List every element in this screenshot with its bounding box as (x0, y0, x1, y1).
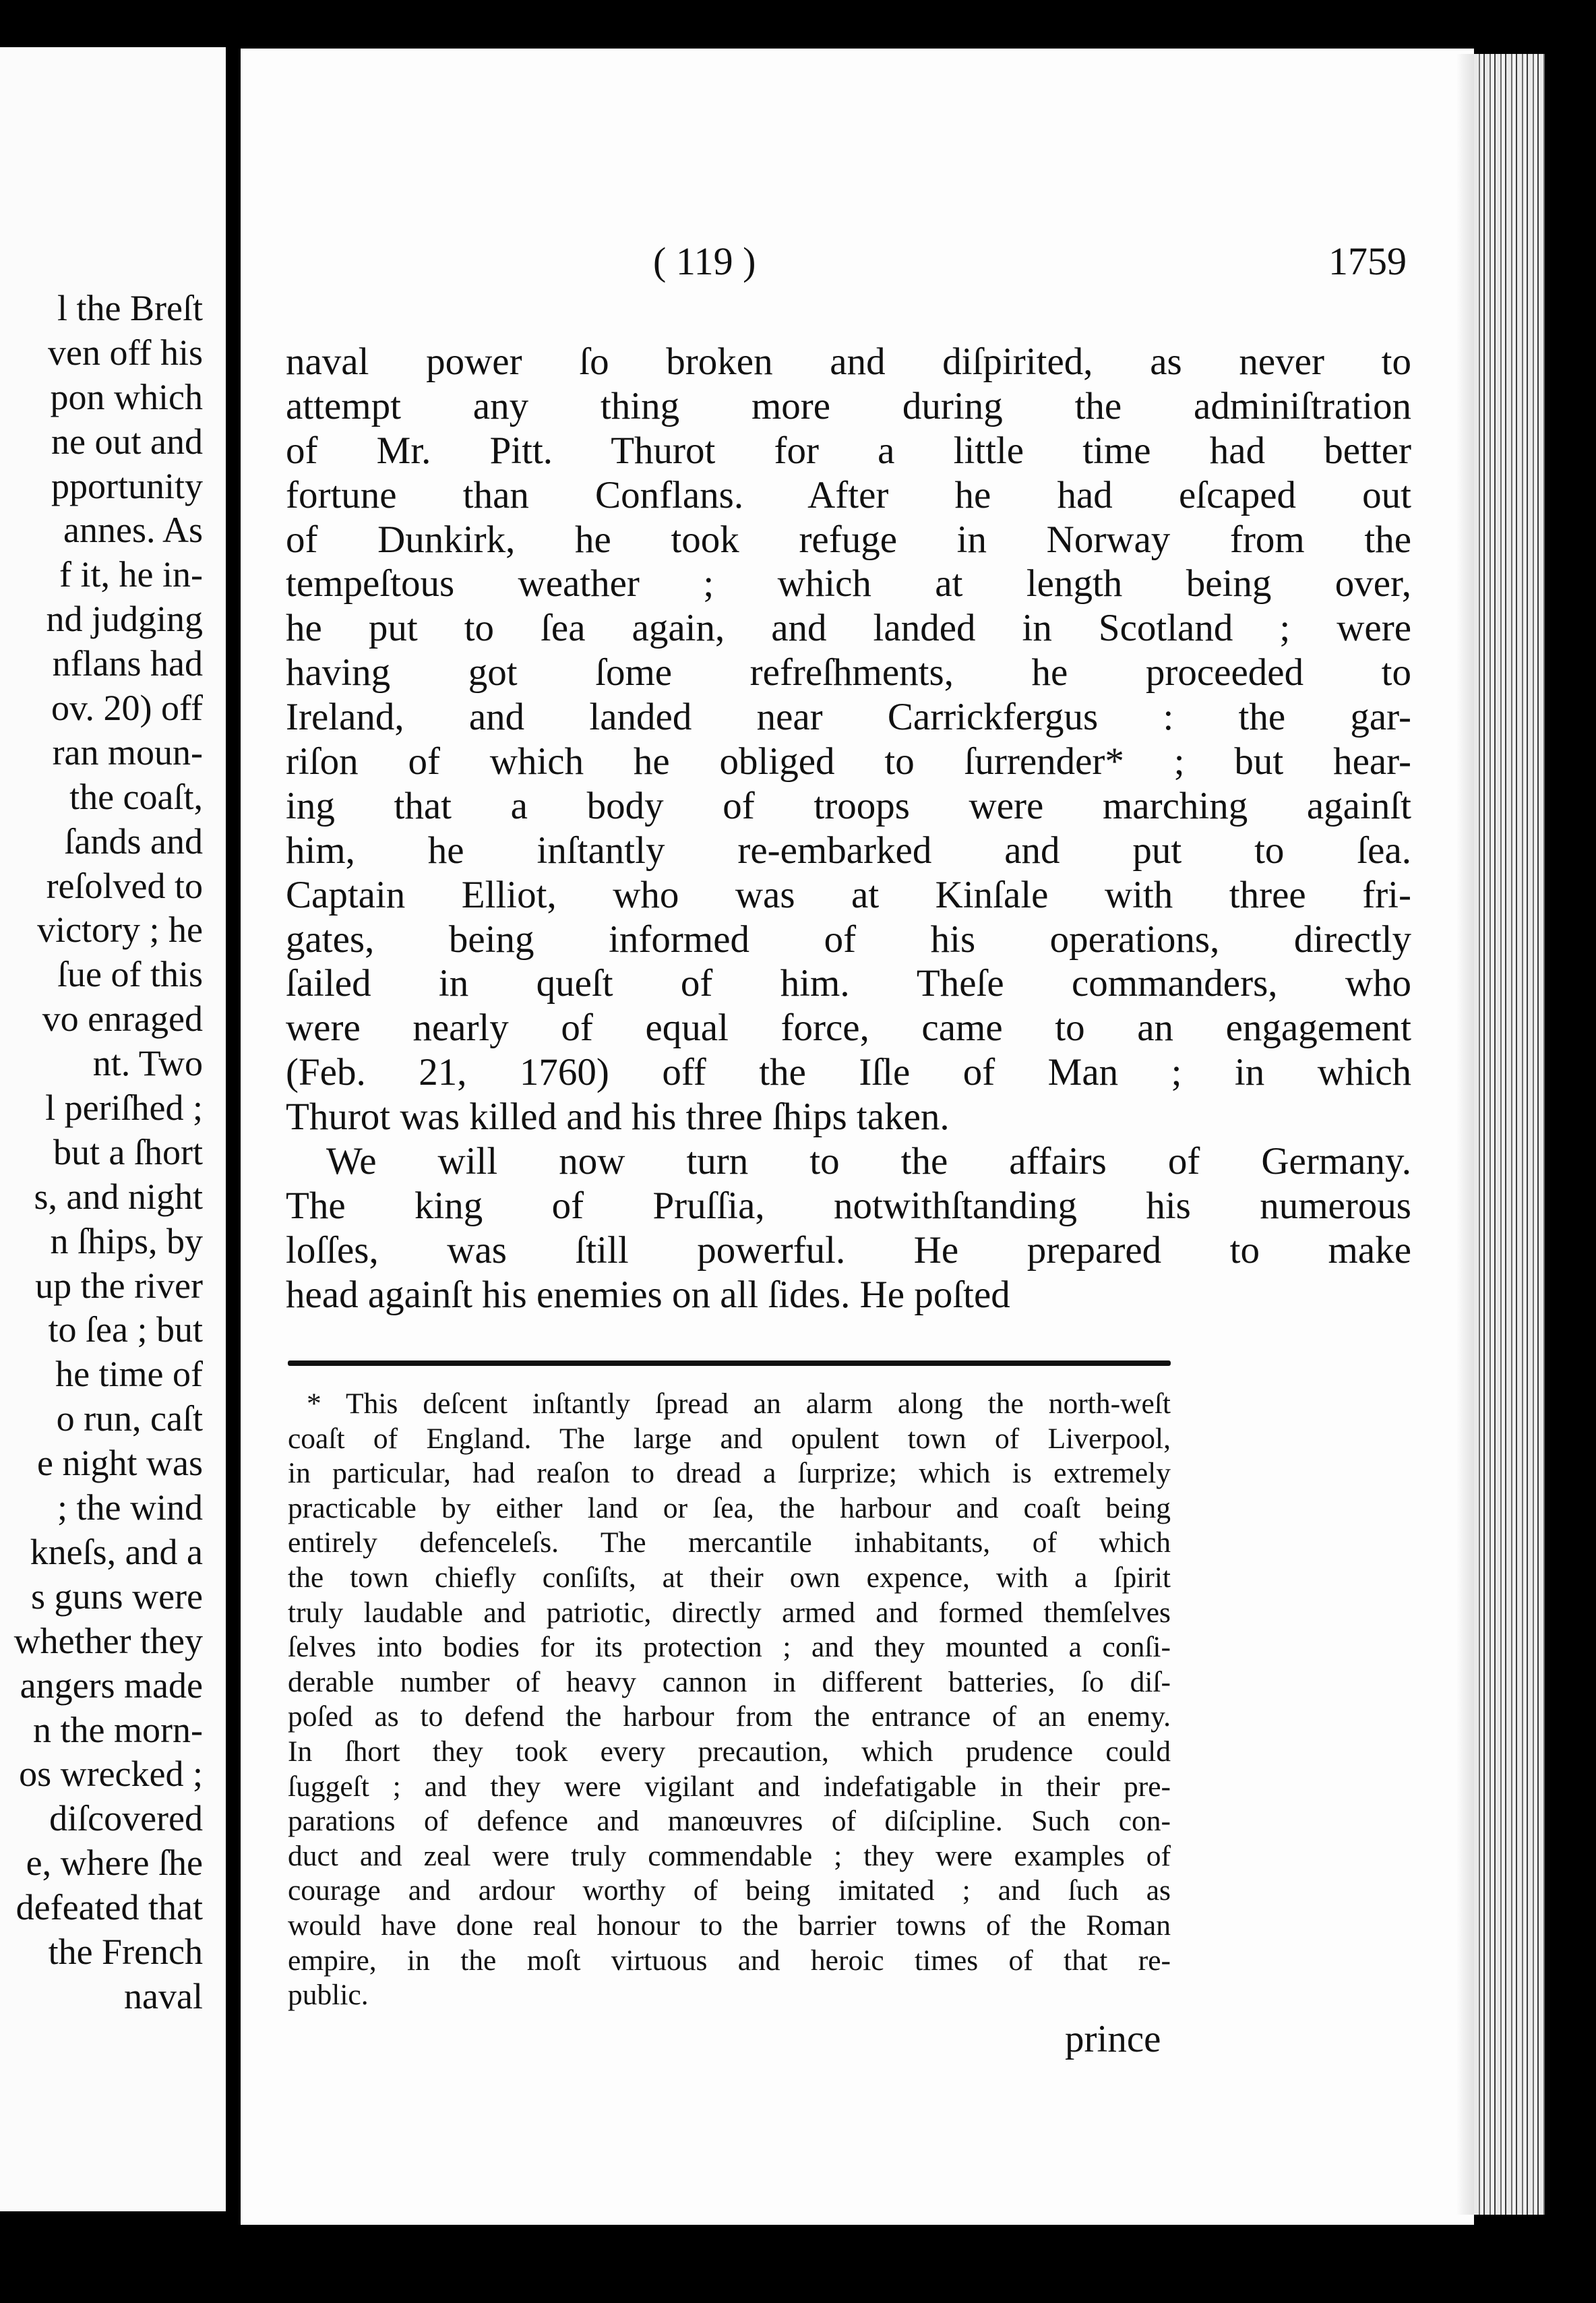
left-page-line: e, where ſhe (26, 1843, 203, 1884)
body-line: The king of Pruſſia, notwithſtanding his numerous (286, 1184, 1411, 1227)
page-header (241, 239, 1474, 293)
left-page-text (0, 287, 203, 2019)
footnote-line: empire, in the moſt virtuous and heroic times of that re- (288, 1944, 1171, 1977)
footnote-line: practicable by either land or ſea, the harbour and coaſt being (288, 1491, 1171, 1524)
footnote-line: public. (288, 1979, 369, 2012)
body-line: were nearly of equal force, came to an engagement (286, 1007, 1411, 1050)
left-page-line: ran moun- (52, 731, 203, 773)
left-page-line: ſands and (64, 820, 203, 862)
footnote-line: truly laudable and patriotic, directly armed and formed themſelves (288, 1596, 1171, 1629)
footnote-line: entirely defenceleſs. The mercantile inhabitants, of which (288, 1526, 1171, 1559)
body-line: Captain Elliot, who was at Kinſale with three fri- (286, 873, 1411, 916)
body-line: him, he inſtantly re-embarked and put to ſea. (286, 829, 1411, 872)
footnote-line: the town chiefly conſiſts, at their own expence, with a ſpirit (288, 1561, 1171, 1594)
footnote-line: ſelves into bodies for its protection ; and they mounted a conſi- (288, 1631, 1171, 1664)
body-line: ſailed in queſt of him. Theſe commanders, who (286, 962, 1411, 1005)
left-page-line: up the river (35, 1265, 203, 1306)
left-page-line: reſolved to (46, 865, 203, 906)
body-line: riſon of which he obliged to ſurrender* ; but hear- (286, 740, 1411, 783)
left-page-line: naval (124, 1975, 203, 2016)
left-page-line: ; the wind (57, 1487, 203, 1528)
left-page-line: whether they (13, 1620, 203, 1661)
footnote-line: * This deſcent inſtantly ſpread an alarm along the north-weſt (307, 1387, 1171, 1420)
left-page-line: the French (48, 1931, 203, 1972)
body-line: attempt any thing more during the adminiſtration (286, 384, 1411, 427)
left-page-line: s guns were (31, 1576, 203, 1617)
left-page-line: os wrecked ; (19, 1754, 203, 1795)
left-page-line: nd judging (46, 599, 203, 640)
left-page-line: diſcovered (49, 1798, 203, 1839)
left-page-line: e night was (37, 1443, 203, 1484)
left-page-line: annes. As (63, 510, 203, 551)
body-line: naval power ſo broken and diſpirited, as never to (286, 340, 1411, 383)
left-page-line: angers made (20, 1665, 203, 1706)
body-line: ing that a body of troops were marching againſt (286, 784, 1411, 827)
left-page-line: vo enraged (42, 998, 203, 1040)
body-line: he put to ſea again, and landed in Scotland ; were (286, 607, 1411, 650)
left-page-line: but a ſhort (53, 1131, 203, 1172)
body-line: (Feb. 21, 1760) off the Iſle of Man ; in which (286, 1051, 1411, 1094)
body-line: of Dunkirk, he took refuge in Norway from the (286, 518, 1411, 561)
book-gutter (226, 40, 241, 2225)
left-page-line: nt. Two (92, 1043, 203, 1084)
body-line: We will now turn to the affairs of Germany. (326, 1140, 1411, 1183)
right-page (241, 49, 1474, 2225)
footnote-line: in particular, had reaſon to dread a ſurprize; which is extremely (288, 1457, 1171, 1490)
body-line: gates, being informed of his operations, directly (286, 918, 1411, 961)
page-edges (1474, 54, 1545, 2215)
footnote-line: ſuggeſt ; and they were vigilant and indefatigable in their pre- (288, 1770, 1171, 1803)
body-line: of Mr. Pitt. Thurot for a little time had better (286, 429, 1411, 472)
left-page-line: nflans had (52, 643, 203, 684)
left-page-line: to ſea ; but (48, 1309, 203, 1350)
left-page-line: the coaſt, (69, 776, 203, 817)
footnote-rule (288, 1360, 1171, 1366)
left-page-line: ven off his (48, 332, 203, 373)
left-page-line: s, and night (34, 1176, 203, 1217)
left-page-line: n the morn- (33, 1709, 203, 1750)
left-page-line: ne out and (51, 421, 203, 462)
left-page-line: n ſhips, by (50, 1220, 203, 1261)
body-line: loſſes, was ſtill powerful. He prepared to make (286, 1228, 1411, 1272)
left-page-line: l periſhed ; (45, 1087, 203, 1129)
body-line: Thurot was killed and his three ſhips taken. (286, 1096, 950, 1139)
footnote-line: would have done real honour to the barrier towns of the Roman (288, 1909, 1171, 1942)
body-line: tempeſtous weather ; which at length being over, (286, 562, 1411, 605)
left-page-line: victory ; he (37, 909, 203, 951)
body-line: head againſt his enemies on all ſides. He poſted (286, 1273, 1010, 1316)
footnote-line: poſed as to defend the harbour from the entrance of an enemy. (288, 1700, 1171, 1733)
footnote-line: parations of defence and manœuvres of diſcipline. Such con- (288, 1805, 1171, 1838)
left-page-line: pon which (50, 376, 203, 417)
body-text (286, 340, 1411, 1317)
page-edge-shadow (1456, 54, 1476, 2215)
page-number: ( 119 ) (653, 239, 756, 283)
footnote-line: In ſhort they took every precaution, which prudence could (288, 1735, 1171, 1768)
footnote-line: courage and ardour worthy of being imitated ; and ſuch as (288, 1874, 1171, 1907)
left-page-line: f it, he in- (59, 554, 203, 595)
left-page-line: pportunity (51, 465, 203, 506)
left-page-line: ſue of this (57, 954, 203, 995)
footnote-line: derable number of heavy cannon in different batteries, ſo diſ- (288, 1665, 1171, 1698)
left-page-line: ov. 20) off (51, 688, 203, 729)
left-page-line: kneſs, and a (30, 1531, 203, 1572)
running-year: 1759 (1328, 239, 1407, 283)
body-line: having got ſome refreſhments, he proceeded to (286, 651, 1411, 694)
footnote-line: coaſt of England. The large and opulent town of Liverpool, (288, 1422, 1171, 1455)
footnote-line: duct and zeal were truly commendable ; they were examples of (288, 1839, 1171, 1872)
left-page-line: l the Breſt (57, 288, 203, 328)
left-page-line: he time of (55, 1354, 203, 1395)
left-page-line: o run, caſt (56, 1398, 203, 1439)
left-facing-page (0, 47, 226, 2211)
body-line: Ireland, and landed near Carrickfergus : the gar- (286, 696, 1411, 739)
body-line: fortune than Conflans. After he had eſcaped out (286, 473, 1411, 516)
catchword: prince (1065, 2018, 1161, 2060)
footnote (288, 1387, 1171, 2013)
left-page-line: defeated that (16, 1887, 203, 1928)
